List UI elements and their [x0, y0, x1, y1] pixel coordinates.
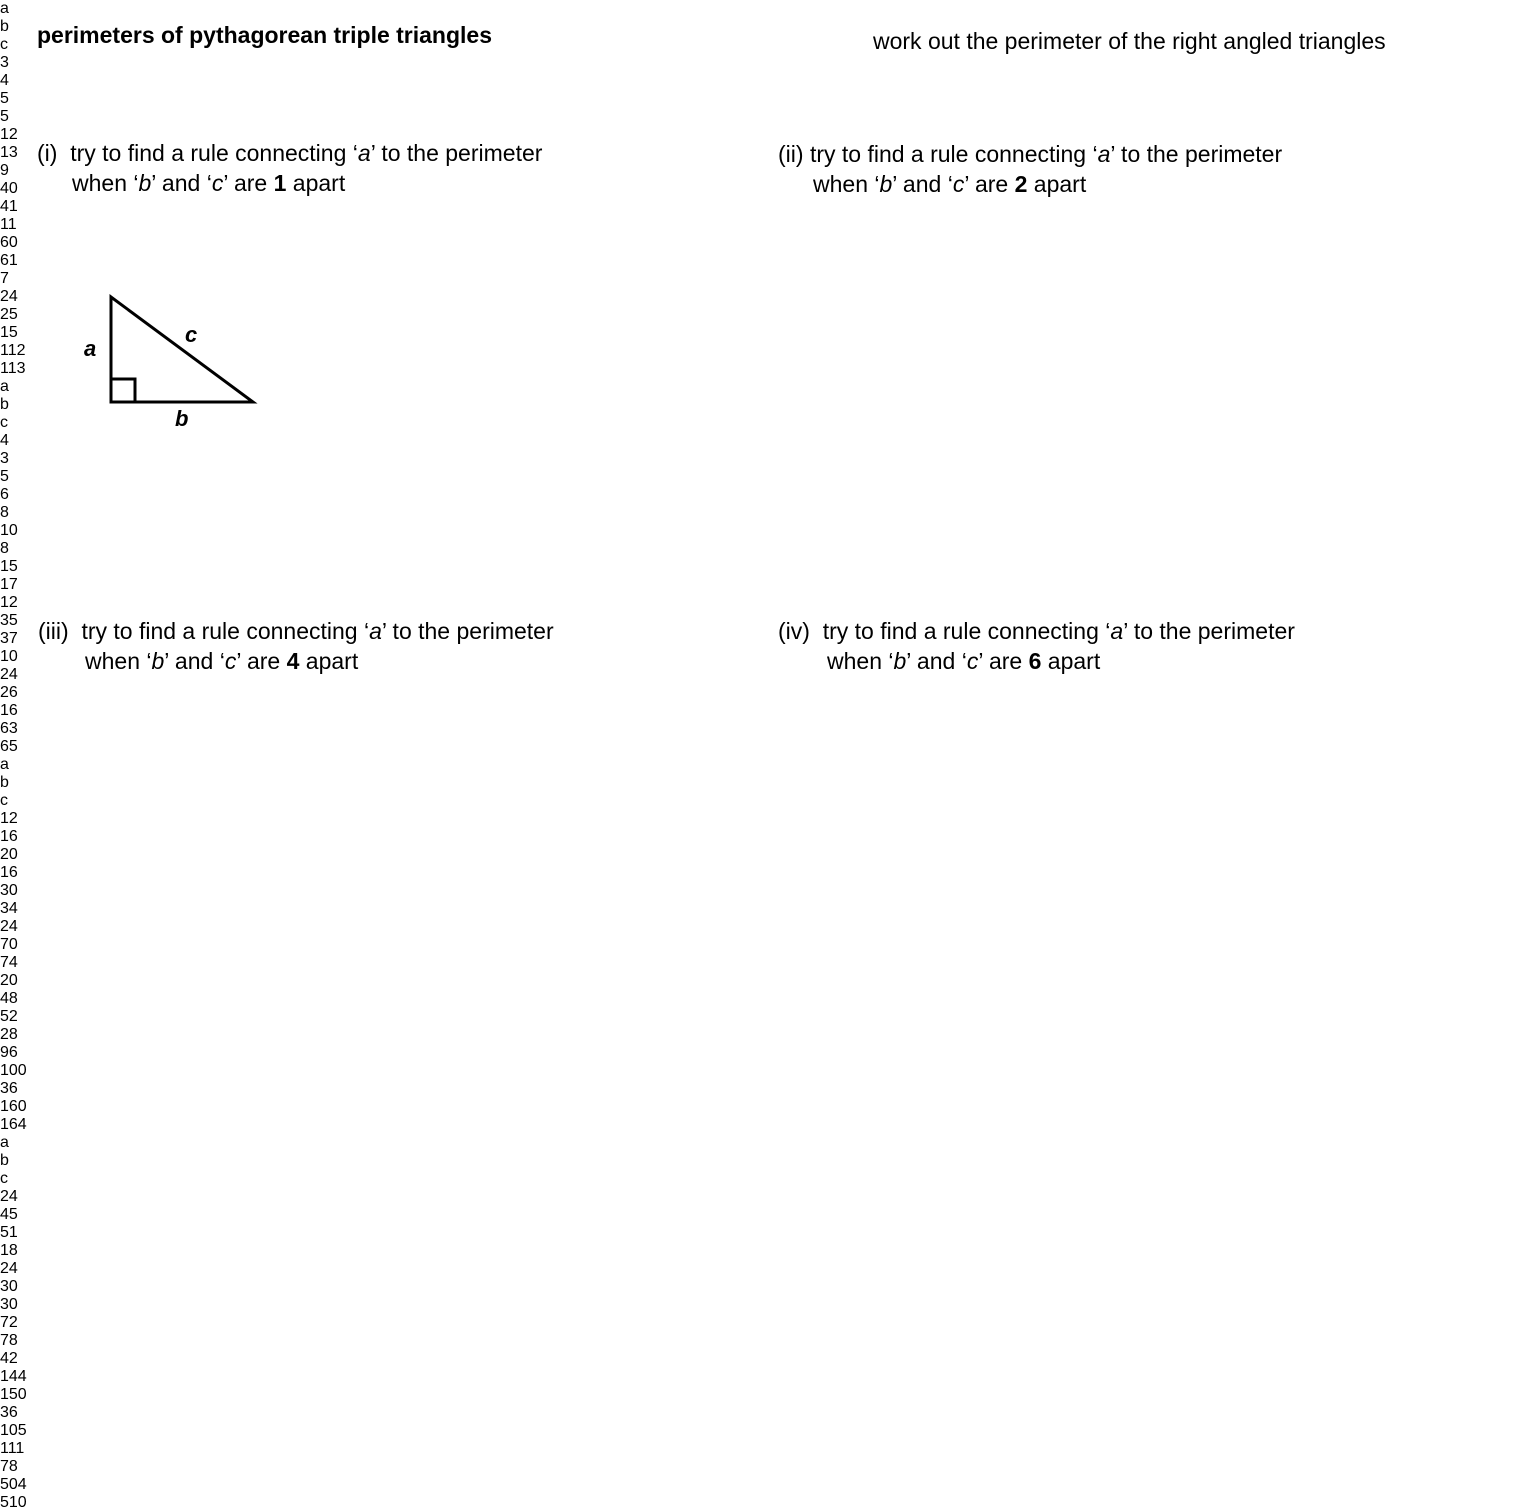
table-cell-c: 41 — [0, 198, 18, 215]
table-cell-a: 16 — [0, 864, 18, 881]
table-cell-b: 60 — [0, 234, 18, 251]
column-header-c: c — [0, 792, 8, 809]
table-cell-b: 72 — [0, 1314, 18, 1331]
table-cell-b: 48 — [0, 990, 18, 1007]
table-cell-c: 37 — [0, 630, 18, 647]
table-cell-c: 20 — [0, 846, 18, 863]
table-cell-b: 504 — [0, 1476, 27, 1493]
table-cell-a: 5 — [0, 108, 9, 125]
table-cell-a: 8 — [0, 540, 9, 557]
table-cell-a: 24 — [0, 1188, 18, 1205]
table-cell-c: 150 — [0, 1386, 27, 1403]
table-cell-a: 18 — [0, 1242, 18, 1259]
table-cell-a: 36 — [0, 1404, 18, 1421]
table-cell-a: 15 — [0, 324, 18, 341]
table-cell-b: 70 — [0, 936, 18, 953]
page-title: perimeters of pythagorean triple triangles — [37, 22, 493, 48]
table-cell-b: 63 — [0, 720, 18, 737]
table-cell-c: 164 — [0, 1116, 27, 1133]
section-prompt-ii: (ii) try to find a rule connecting ‘a’ to the perimeter when ‘b’ and ‘c’ are 2 apart — [778, 141, 1283, 197]
table-cell-a: 24 — [0, 918, 18, 935]
side-label-a: a — [84, 336, 97, 361]
table-cell-b: 16 — [0, 828, 18, 845]
column-header-b: b — [0, 1152, 9, 1169]
right-angle-marker-icon — [111, 379, 135, 402]
column-header-a: a — [0, 378, 9, 395]
table-cell-c: 26 — [0, 684, 18, 701]
table-cell-a: 16 — [0, 702, 18, 719]
triangle-shape — [111, 297, 253, 402]
table-cell-c: 5 — [0, 90, 9, 107]
table-cell-c: 65 — [0, 738, 18, 755]
table-cell-c: 17 — [0, 576, 18, 593]
table-cell-b: 12 — [0, 126, 18, 143]
section-prompt-iv: (iv) try to find a rule connecting ‘a’ to the perimeter when ‘b’ and ‘c’ are 6 apart — [778, 618, 1295, 674]
table-cell-a: 12 — [0, 810, 18, 827]
table-cell-b: 96 — [0, 1044, 18, 1061]
table-cell-c: 52 — [0, 1008, 18, 1025]
table-cell-a: 42 — [0, 1350, 18, 1367]
table-cell-c: 13 — [0, 144, 18, 161]
table-cell-b: 30 — [0, 882, 18, 899]
table-cell-b: 45 — [0, 1206, 18, 1223]
instruction-text: work out the perimeter of the right angled triangles — [873, 28, 1386, 54]
table-cell-b: 3 — [0, 450, 9, 467]
side-label-b: b — [175, 406, 189, 431]
table-cell-b: 24 — [0, 666, 18, 683]
side-label-c: c — [185, 322, 198, 347]
table-cell-a: 10 — [0, 648, 18, 665]
table-cell-b: 160 — [0, 1098, 27, 1115]
table-cell-c: 51 — [0, 1224, 18, 1241]
table-cell-c: 34 — [0, 900, 18, 917]
column-header-a: a — [0, 1134, 9, 1151]
column-header-b: b — [0, 18, 9, 35]
table-cell-a: 4 — [0, 432, 9, 449]
section-prompt-iii: (iii) try to find a rule connecting ‘a’ to the perimeter when ‘b’ and ‘c’ are 4 apart — [38, 618, 554, 674]
table-cell-a: 36 — [0, 1080, 18, 1097]
table-cell-b: 105 — [0, 1422, 27, 1439]
table-cell-c: 510 — [0, 1494, 27, 1511]
table-cell-a: 3 — [0, 54, 9, 71]
table-cell-c: 30 — [0, 1278, 18, 1295]
table-cell-a: 7 — [0, 270, 9, 287]
table-cell-b: 24 — [0, 1260, 18, 1277]
table-cell-c: 25 — [0, 306, 18, 323]
table-cell-c: 113 — [0, 360, 26, 377]
table-cell-c: 100 — [0, 1062, 27, 1079]
table-cell-a: 78 — [0, 1458, 18, 1475]
table-cell-a: 6 — [0, 486, 9, 503]
section-prompt-i: (i) try to find a rule connecting ‘a’ to the perimeter when ‘b’ and ‘c’ are 1 apart — [37, 140, 543, 196]
column-header-b: b — [0, 774, 9, 791]
table-cell-b: 8 — [0, 504, 9, 521]
table-cell-c: 74 — [0, 954, 18, 971]
column-header-c: c — [0, 36, 8, 53]
table-cell-a: 28 — [0, 1026, 18, 1043]
column-header-a: a — [0, 756, 9, 773]
table-cell-b: 112 — [0, 342, 26, 359]
table-cell-c: 61 — [0, 252, 18, 269]
table-cell-b: 15 — [0, 558, 18, 575]
column-header-a: a — [0, 0, 9, 17]
table-cell-a: 20 — [0, 972, 18, 989]
table-cell-c: 111 — [0, 1440, 25, 1457]
table-cell-a: 30 — [0, 1296, 18, 1313]
table-cell-a: 12 — [0, 594, 18, 611]
column-header-c: c — [0, 414, 8, 431]
table-cell-b: 144 — [0, 1368, 27, 1385]
column-header-c: c — [0, 1170, 8, 1187]
column-header-b: b — [0, 396, 9, 413]
table-cell-b: 35 — [0, 612, 18, 629]
table-cell-a: 9 — [0, 162, 9, 179]
table-cell-c: 5 — [0, 468, 9, 485]
table-cell-b: 4 — [0, 72, 9, 89]
table-cell-b: 24 — [0, 288, 18, 305]
right-triangle-diagram — [70, 285, 270, 435]
table-cell-c: 10 — [0, 522, 18, 539]
table-cell-c: 78 — [0, 1332, 18, 1349]
table-cell-b: 40 — [0, 180, 18, 197]
table-cell-a: 11 — [0, 216, 17, 233]
